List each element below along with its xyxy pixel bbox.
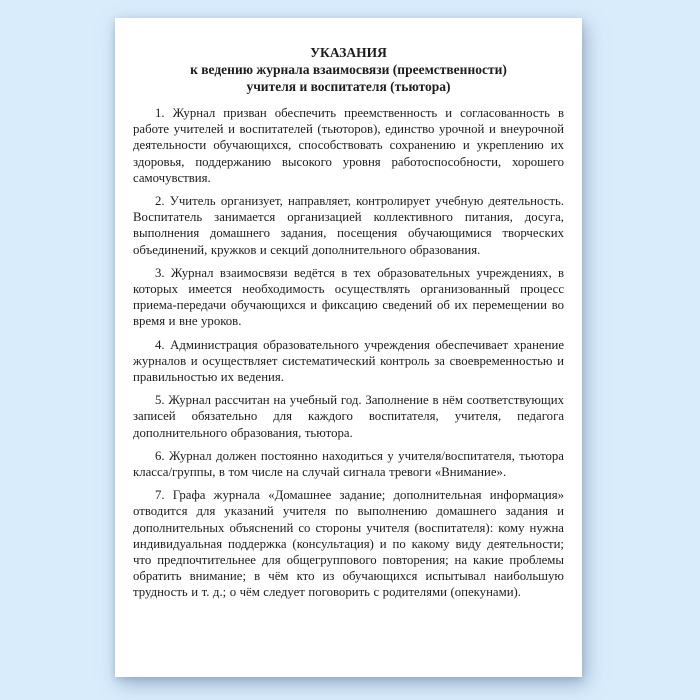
heading-subtitle-line2: учителя и воспитателя (тьютора)	[246, 79, 451, 94]
heading-subtitle-line1: к ведению журнала взаимосвязи (преемственности)	[190, 62, 507, 77]
document-heading	[133, 44, 564, 95]
heading-title: УКАЗАНИЯ	[310, 45, 387, 60]
paragraph-5: 5. Журнал рассчитан на учебный год. Заполнение в нём соответствующих записей обязательно для каждого воспитателя, учителя, педагога дополнительного образования, тьютора.	[133, 393, 564, 440]
document-page	[115, 18, 582, 677]
paragraph-2: 2. Учитель организует, направляет, контролирует учебную деятельность. Воспитатель занимается организацией коллективного питания, досуга, выполнения домашнего задания, посещения обучающимися творческих объединений, кружков и секций дополнительного образования.	[133, 194, 564, 257]
paragraph-4: 4. Администрация образовательного учреждения обеспечивает хранение журналов и осуществляет систематический контроль за своевременностью и правильностью их ведения.	[133, 337, 564, 385]
paragraph-3: 3. Журнал взаимосвязи ведётся в тех образовательных учреждениях, в которых имеется необходимость осуществлять организованный процесс приема-передачи обучающихся и фиксацию сведений об их перемещении во время и вне уроков.	[133, 265, 564, 329]
document-body	[133, 105, 564, 601]
paragraph-6: 6. Журнал должен постоянно находиться у учителя/воспитателя, тьютора класса/группы, в том числе на случай сигнала тревоги «Внимание».	[133, 448, 564, 480]
page-content	[115, 18, 582, 601]
paragraph-7: 7. Графа журнала «Домашнее задание; дополнительная информация» отводится для указаний учителя по выполнению домашнего задания и дополнительных объяснений со стороны учителя (воспитателя): кому нужна индивидуальная поддержка (консультация) и по какому виду деятельности; что предпочтительнее для общегруппового повторения; на какие проблемы обратить внимание; в чём кто из обучающихся испытывал наибольшую трудность и т. д.; о чём следует поговорить с родителями (опекунами).	[133, 488, 564, 600]
paragraph-1: 1. Журнал призван обеспечить преемственность и согласованность в работе учителей и воспитателей (тьюторов), единство урочной и внеурочной деятельности обучающихся, способствовать сохранению и укреплению их здоровья, поддержанию высокого уровня работоспособности, хорошего самочувствия.	[133, 106, 564, 185]
